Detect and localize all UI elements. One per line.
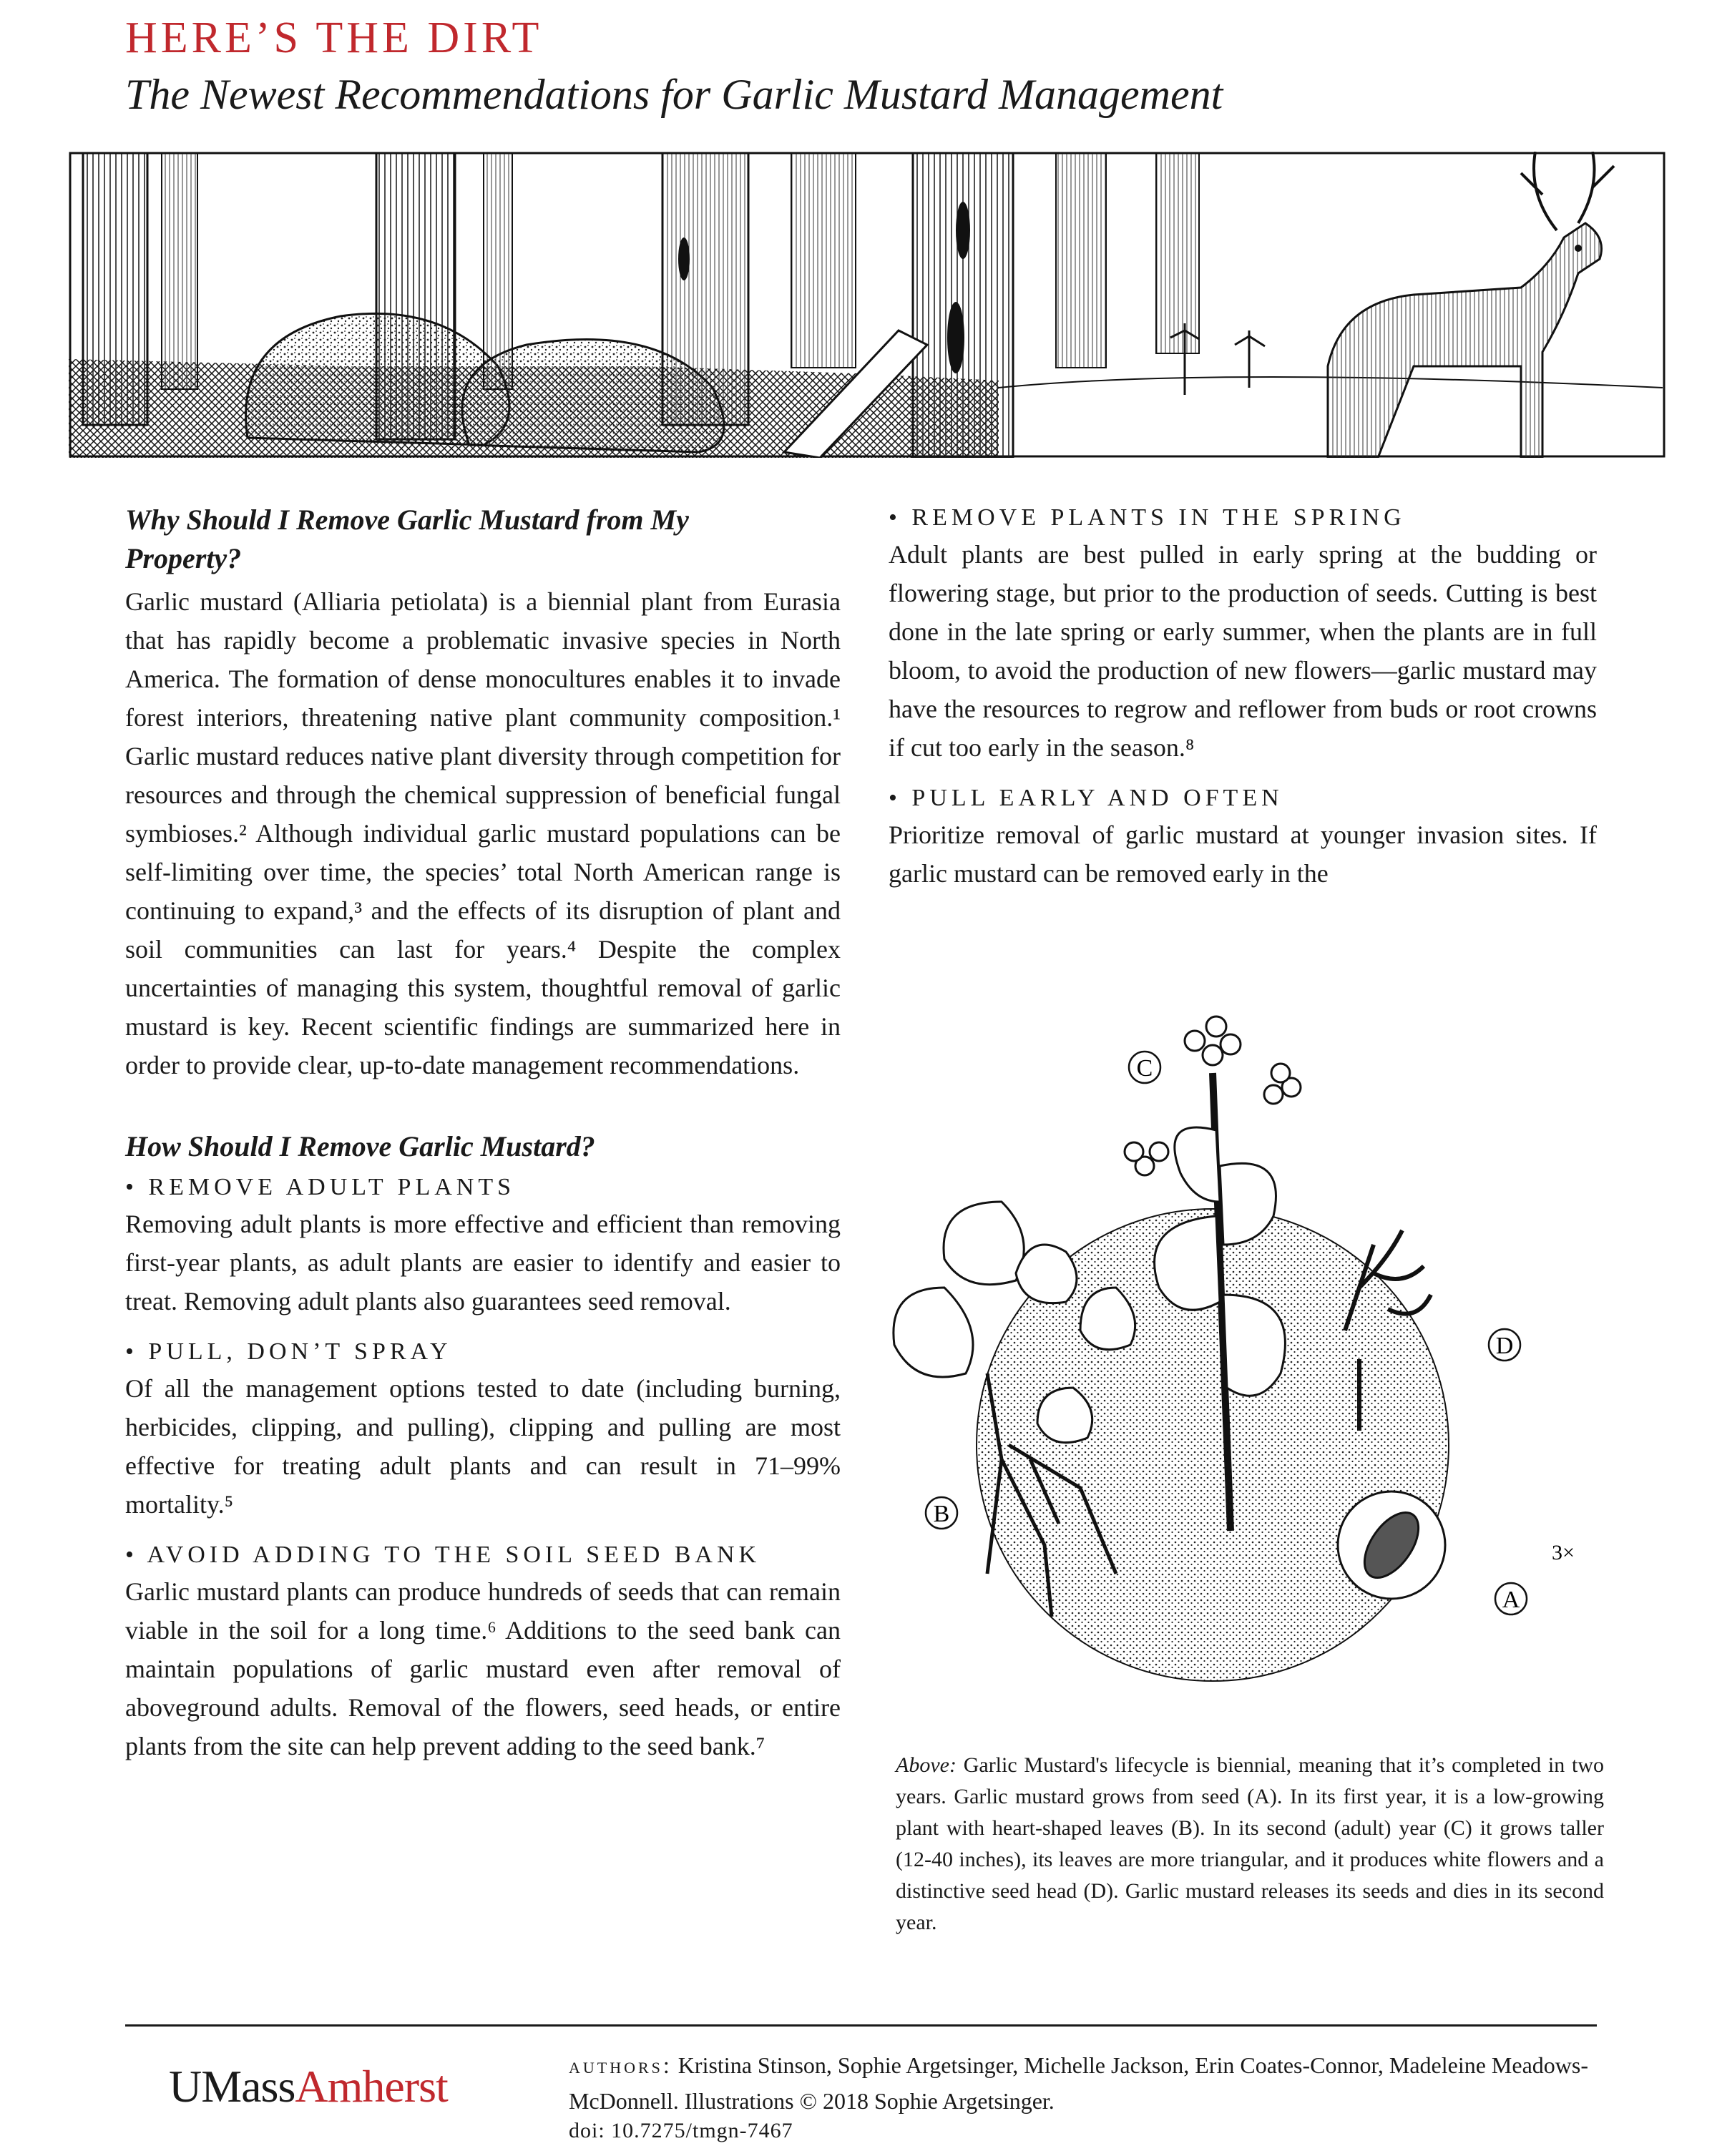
section-text-spring: Adult plants are best pulled in early spring at the budding or flowering stage, but prior to the production of seeds. Cutting is best done in the late spring or early summer, when the plants are in full bloom, to avoid the production of new flowers—garlic mustard may have the resources to regrow and reflower from buds or root crowns if cut too early in the season.⁸ <box>889 540 1597 762</box>
why-paragraph: Garlic mustard (Alliaria petiolata) is a biennial plant from Eurasia that has rapidly become a problematic invasive species in North America. The formation of dense monocultures enables it to invade forest interiors, threatening native plant community composition.¹ Garlic mustard reduces native plant diversity through competition for resources and through the chemical suppression of beneficial fungal symbioses.² Although individual garlic mustard populations can be self-limiting over time, the species’ total North American range is continuing to expand,³ and the effects of its disruption of plant and soil communities can last for years.⁴ Despite the complex uncertainties of managing this system, thoughtful removal of garlic mustard is key. Recent scientific findings are summarized here in order to provide clear, up-to-date management recommendations. <box>125 587 841 1079</box>
section-text-pull-early: Prioritize removal of garlic mustard at younger invasion sites. If garlic mustard can be removed early in the <box>889 820 1597 888</box>
series-title: HERE’S THE DIRT <box>125 14 543 62</box>
section-heading-pull-early: • PULL EARLY AND OFTEN <box>889 785 1283 811</box>
section-heading-seed-bank: • AVOID ADDING TO THE SOIL SEED BANK <box>125 1542 761 1568</box>
label-d: D <box>1495 1333 1514 1359</box>
label-a: A <box>1502 1587 1520 1613</box>
figure-caption <box>896 1750 1604 1939</box>
logo-umass: UMass <box>169 2061 295 2112</box>
section-heading-remove-adult: • REMOVE ADULT PLANTS <box>125 1174 516 1200</box>
author-credits <box>569 2047 1606 2119</box>
lifecycle-illustration <box>859 987 1595 1738</box>
right-column <box>889 501 1597 893</box>
forest-banner-illustration <box>69 152 1665 458</box>
section-text-seed-bank: Garlic mustard plants can produce hundreds of seeds that can remain viable in the soil for a long time.⁶ Additions to the seed bank can maintain populations of garlic mustard even after removal of aboveground adults. Removal of the flowers, seed heads, or entire plants from the site can help prevent adding to the seed bank.⁷ <box>125 1577 841 1760</box>
logo-amherst: Amherst <box>295 2061 448 2112</box>
section-text-pull-dont-spray: Of all the management options tested to date (including burning, herbicides, clipping, and pulling), clipping and pulling are most effective for treating adult plants and can result in 71–99% mortality.⁵ <box>125 1374 841 1519</box>
doi-link[interactable]: doi: 10.7275/tmgn-7467 <box>569 2119 793 2142</box>
label-b: B <box>933 1501 950 1527</box>
left-column <box>125 501 841 1765</box>
footer-divider <box>125 2024 1597 2027</box>
umass-amherst-logo <box>169 2060 448 2113</box>
why-heading: Why Should I Remove Garlic Mustard from My Property? <box>125 504 689 574</box>
how-heading: How Should I Remove Garlic Mustard? <box>125 1130 595 1162</box>
authors-label: authors: <box>569 2052 672 2078</box>
authors-text: Kristina Stinson, Sophie Argetsinger, Michelle Jackson, Erin Coates-Connor, Madeleine Meadows-McDonnell. Illustrations © 2018 Sophie Argetsinger. <box>569 2052 1588 2114</box>
label-c: C <box>1136 1055 1153 1082</box>
section-heading-pull-dont-spray: • PULL, DON’T SPRAY <box>125 1338 452 1365</box>
caption-text: Garlic Mustard's lifecycle is biennial, meaning that it’s completed in two years. Garlic mustard grows from seed (A). In its first year, it is a low-growing plant with heart-shaped leaves (B). In its second (adult) year (C) it grows taller (12-40 inches), its leaves are more triangular, and it produces white flowers and a distinctive seed head (D). Garlic mustard releases its seeds and dies in its second year. <box>896 1753 1604 1934</box>
article-title: The Newest Recommendations for Garlic Mustard Management <box>125 71 1223 118</box>
caption-lead: Above: <box>896 1753 957 1777</box>
magnification-label: 3× <box>1552 1541 1575 1564</box>
section-heading-spring: • REMOVE PLANTS IN THE SPRING <box>889 504 1406 531</box>
section-text-remove-adult: Removing adult plants is more effective and efficient than removing first-year plants, as adult plants are easier to identify and easier to treat. Removing adult plants also guarantees seed removal. <box>125 1210 841 1315</box>
